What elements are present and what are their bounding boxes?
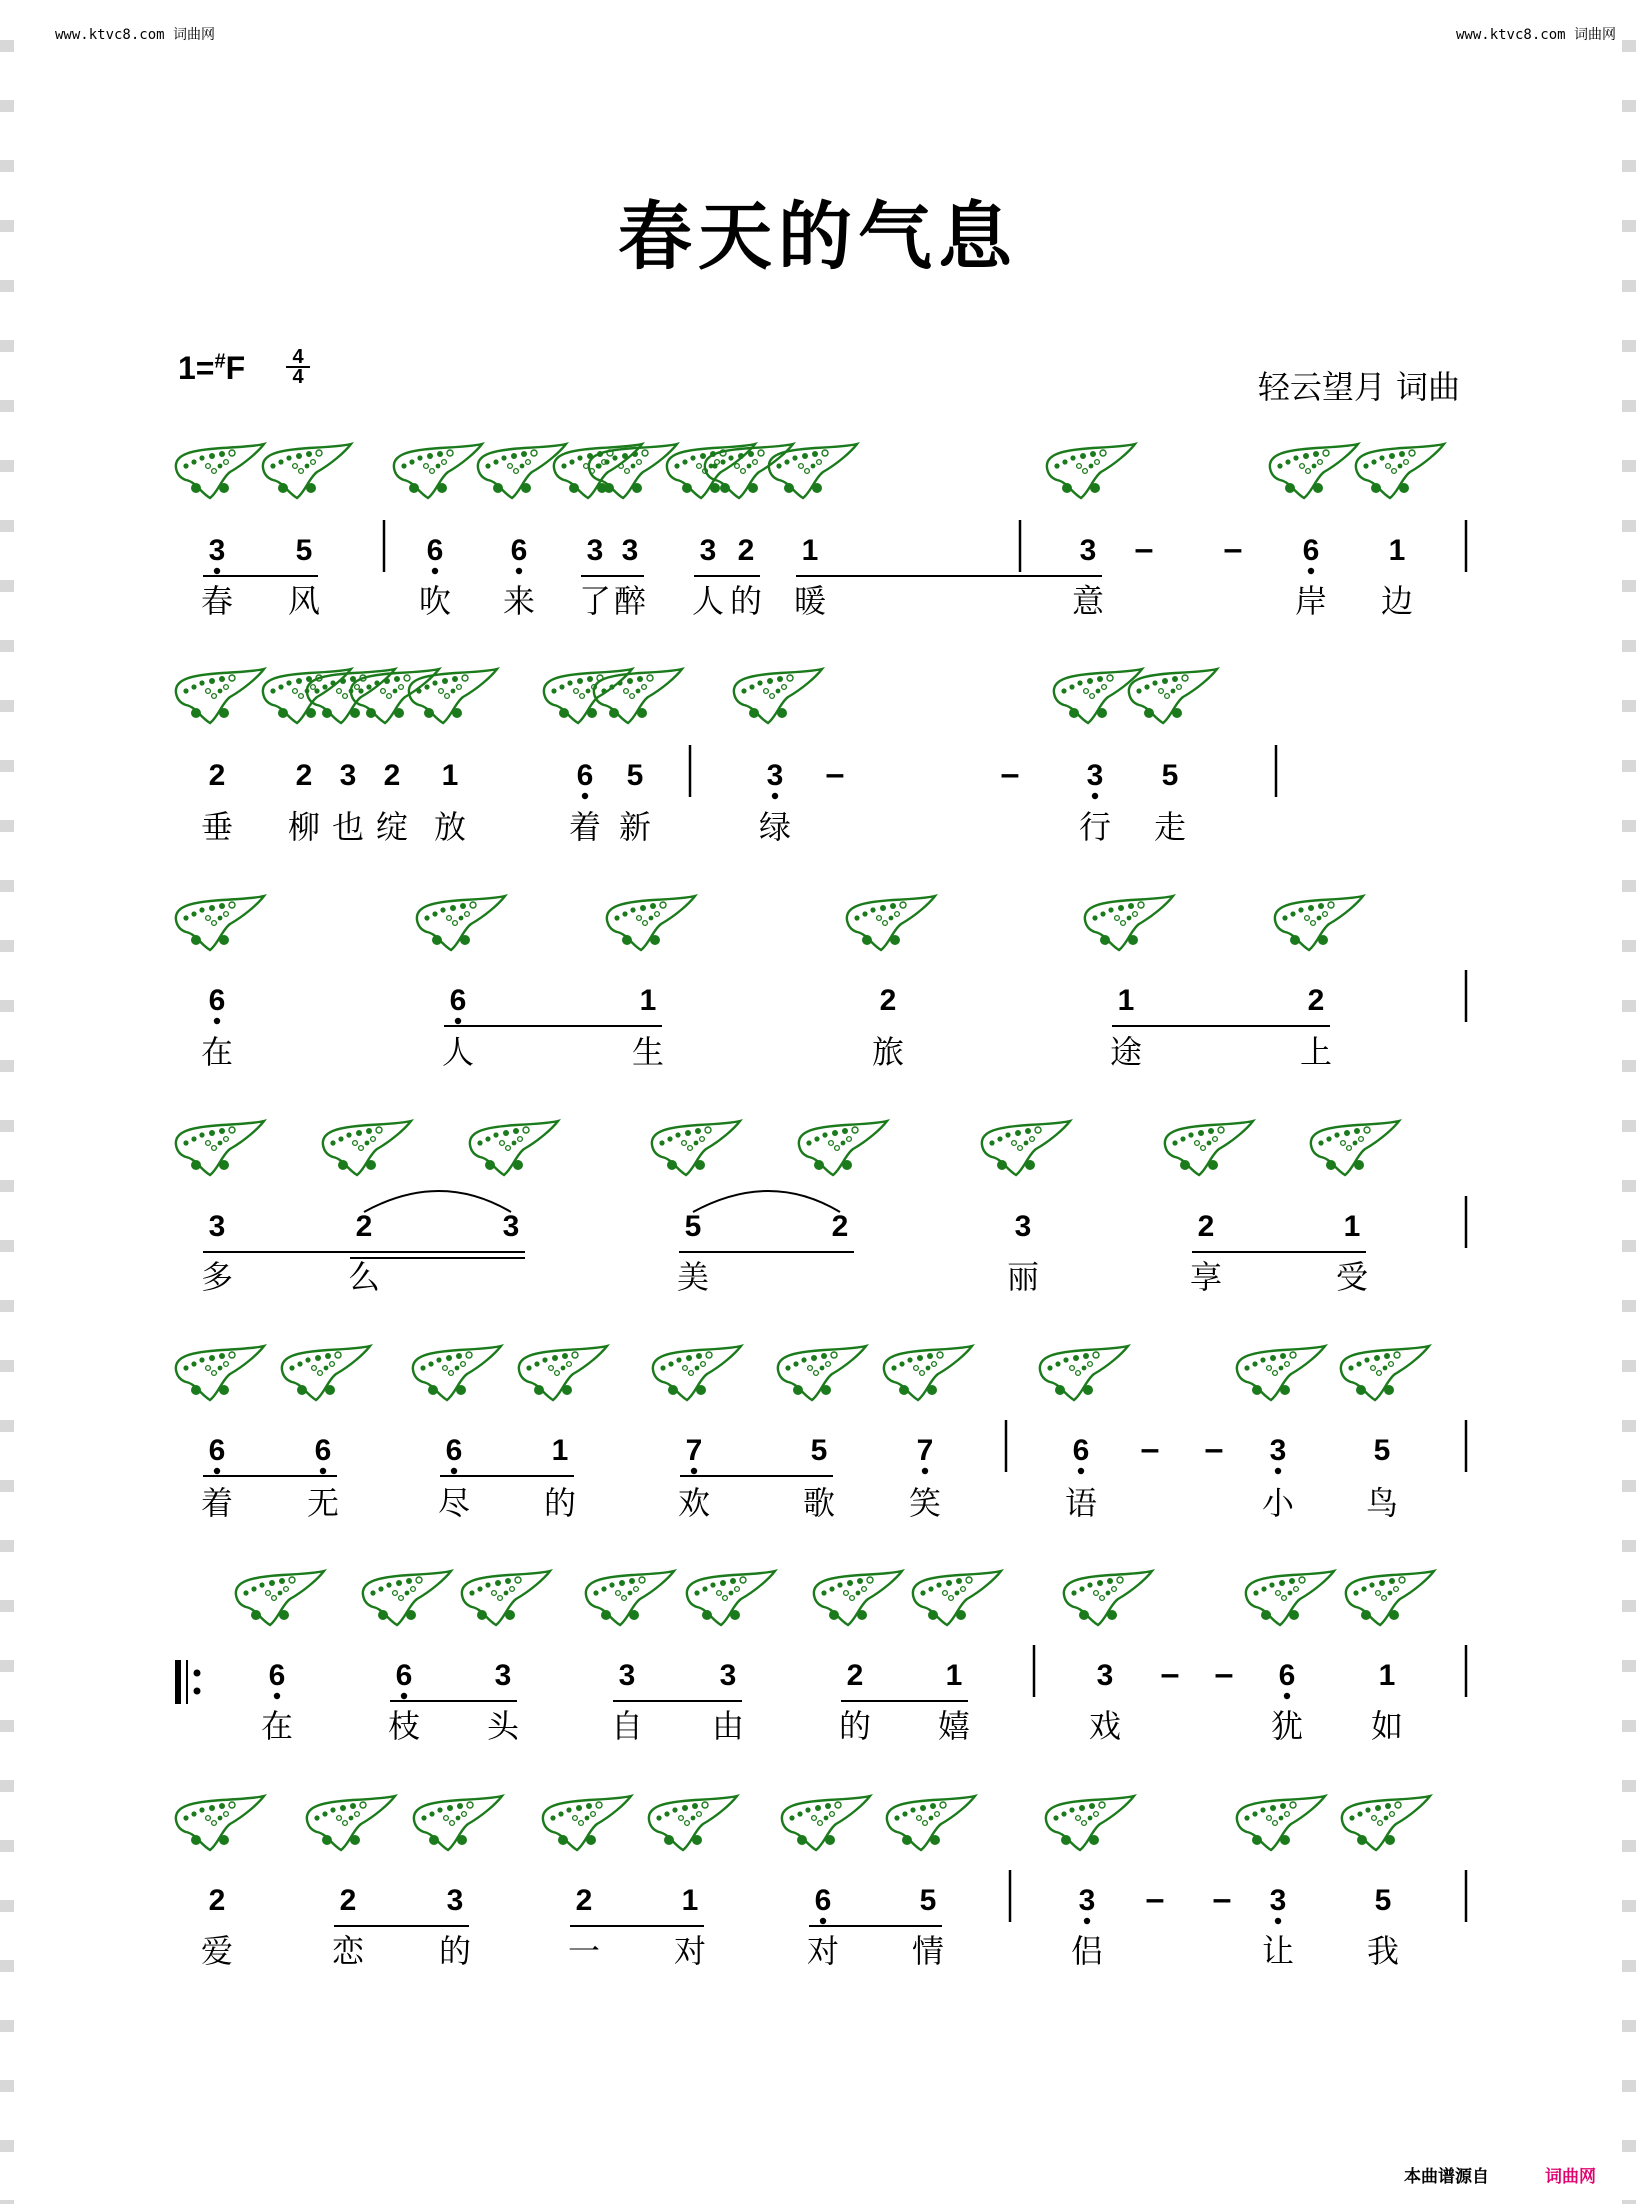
dash-extension: – <box>1000 755 1020 793</box>
ocarina-fingering-icon <box>176 669 264 723</box>
lyric-char: 意 <box>1071 582 1105 620</box>
repeat-dot <box>194 1688 201 1695</box>
ocarina-fingering-icon <box>652 1121 740 1175</box>
lyric-char: 旅 <box>871 1033 905 1071</box>
key-prefix: 1= <box>178 350 215 386</box>
note-number: 3 <box>1078 1884 1096 1917</box>
lyric-char: 的 <box>838 1707 872 1745</box>
octave-dot-below <box>214 1468 220 1474</box>
note-number: 3 <box>208 534 226 567</box>
dash-extension: – <box>1223 530 1243 568</box>
note-number: 3 <box>339 759 357 792</box>
ocarina-fingering-icon <box>799 1121 887 1175</box>
ocarina-fingering-icon <box>478 444 566 498</box>
octave-dot-below <box>214 568 220 574</box>
ocarina-fingering-icon <box>649 1796 737 1850</box>
dash-extension: – <box>1214 1655 1234 1693</box>
note-number: 5 <box>626 759 644 792</box>
lyric-char: 戏 <box>1088 1707 1122 1745</box>
octave-dot-below <box>1275 1468 1281 1474</box>
note-number: 2 <box>879 984 897 1017</box>
note-number: 1 <box>945 1659 963 1692</box>
ocarina-fingering-icon <box>307 1796 395 1850</box>
ocarina-fingering-icon <box>687 1571 775 1625</box>
lyric-char: 语 <box>1064 1484 1098 1522</box>
ocarina-fingering-icon <box>1246 1571 1334 1625</box>
ocarina-fingering-icon <box>1237 1796 1325 1850</box>
note-number: 2 <box>1197 1210 1215 1243</box>
octave-dot-below <box>1078 1468 1084 1474</box>
footer <box>1404 2162 1596 2187</box>
note-number: 3 <box>446 1884 464 1917</box>
ocarina-fingering-icon <box>1165 1121 1253 1175</box>
ocarina-fingering-icon <box>543 1796 631 1850</box>
sharp-sign: # <box>214 350 226 373</box>
note-number: 2 <box>846 1659 864 1692</box>
time-top: 4 <box>292 346 304 368</box>
note-number: 6 <box>1072 1434 1090 1467</box>
lyric-char: 么 <box>347 1258 381 1296</box>
note-number: 3 <box>1269 1434 1287 1467</box>
lyric-char: 人 <box>691 582 725 620</box>
note-number: 2 <box>339 1884 357 1917</box>
ocarina-fingering-icon <box>847 896 935 950</box>
dash-extension: – <box>1140 1430 1160 1468</box>
note-number: 3 <box>621 534 639 567</box>
note-number: 6 <box>426 534 444 567</box>
note-number: 1 <box>681 1884 699 1917</box>
note-number: 7 <box>685 1434 703 1467</box>
note-number: 2 <box>208 1884 226 1917</box>
octave-dot-below <box>214 1018 220 1024</box>
lyric-char: 的 <box>543 1484 577 1522</box>
lyric-char: 恋 <box>331 1932 365 1970</box>
ocarina-fingering-icon <box>462 1571 550 1625</box>
note-number: 3 <box>208 1210 226 1243</box>
ocarina-fingering-icon <box>1341 1346 1429 1400</box>
note-number: 2 <box>1307 984 1325 1017</box>
lyric-char: 美 <box>676 1258 710 1296</box>
note-number: 6 <box>208 1434 226 1467</box>
lyric-char: 边 <box>1380 582 1414 620</box>
note-number: 6 <box>445 1434 463 1467</box>
lyric-char: 生 <box>631 1033 665 1071</box>
note-number: 5 <box>684 1210 702 1243</box>
lyric-char: 风 <box>287 582 321 620</box>
note-number: 6 <box>395 1659 413 1692</box>
ocarina-fingering-icon <box>263 444 351 498</box>
lyric-char: 欢 <box>677 1484 711 1522</box>
ocarina-fingering-icon <box>1085 896 1173 950</box>
lyric-char: 在 <box>200 1033 234 1071</box>
ocarina-fingering-icon <box>236 1571 324 1625</box>
lyric-char: 放 <box>433 808 467 846</box>
note-number: 2 <box>295 759 313 792</box>
repeat-dot <box>194 1670 201 1677</box>
octave-dot-below <box>1084 1918 1090 1924</box>
note-number: 5 <box>1161 759 1179 792</box>
ocarina-fingering-icon <box>176 444 264 498</box>
octave-dot-below <box>772 793 778 799</box>
lyric-char: 小 <box>1261 1484 1295 1522</box>
octave-dot-below <box>401 1693 407 1699</box>
ocarina-fingering-icon <box>586 1571 674 1625</box>
lyric-char: 着 <box>568 808 602 846</box>
note-number: 5 <box>295 534 313 567</box>
note-number: 6 <box>268 1659 286 1692</box>
note-number: 6 <box>1302 534 1320 567</box>
note-number: 3 <box>586 534 604 567</box>
note-number: 5 <box>1373 1434 1391 1467</box>
ocarina-fingering-icon <box>782 1796 870 1850</box>
note-number: 3 <box>1014 1210 1032 1243</box>
ocarina-fingering-icon <box>1270 444 1358 498</box>
ocarina-fingering-icon <box>814 1571 902 1625</box>
octave-dot-below <box>820 1918 826 1924</box>
note-number: 5 <box>810 1434 828 1467</box>
lyric-char: 暖 <box>793 582 827 620</box>
ocarina-fingering-icon <box>778 1346 866 1400</box>
lyric-char: 嬉 <box>937 1707 971 1745</box>
lyric-char: 尽 <box>437 1484 471 1522</box>
octave-dot-below <box>516 568 522 574</box>
lyric-char: 走 <box>1153 808 1187 846</box>
ocarina-fingering-icon <box>982 1121 1070 1175</box>
ocarina-fingering-icon <box>1346 1571 1434 1625</box>
octave-dot-below <box>455 1018 461 1024</box>
dash-extension: – <box>1134 530 1154 568</box>
note-number: 6 <box>576 759 594 792</box>
ocarina-fingering-icon <box>913 1571 1001 1625</box>
lyric-char: 如 <box>1370 1707 1404 1745</box>
note-number: 6 <box>814 1884 832 1917</box>
note-number: 2 <box>575 1884 593 1917</box>
ocarina-fingering-icon <box>176 896 264 950</box>
lyric-char: 吹 <box>418 582 452 620</box>
lyric-char: 柳 <box>287 808 321 846</box>
footer-text: 本曲谱源自 <box>1404 2167 1489 2186</box>
ocarina-fingering-icon <box>769 444 857 498</box>
ocarina-fingering-icon <box>1275 896 1363 950</box>
note-number: 5 <box>919 1884 937 1917</box>
page-title: 春天的气息 <box>618 194 1018 280</box>
footer-brand: 词曲网 <box>1545 2167 1596 2186</box>
octave-dot-below <box>1092 793 1098 799</box>
header-right: www.ktvc8.com 词曲网 <box>1455 27 1616 43</box>
lyric-char: 上 <box>1299 1033 1333 1071</box>
ocarina-fingering-icon <box>409 669 497 723</box>
note-number: 1 <box>1378 1659 1396 1692</box>
dash-extension: – <box>825 755 845 793</box>
note-number: 3 <box>1269 1884 1287 1917</box>
lyric-char: 歌 <box>802 1484 836 1522</box>
dash-extension: – <box>1212 1880 1232 1918</box>
note-number: 1 <box>1343 1210 1361 1243</box>
ocarina-fingering-icon <box>363 1571 451 1625</box>
lyric-char: 犹 <box>1270 1707 1304 1745</box>
ocarina-fingering-icon <box>667 444 755 498</box>
note-number: 3 <box>719 1659 737 1692</box>
note-number: 1 <box>551 1434 569 1467</box>
ocarina-fingering-icon <box>884 1346 972 1400</box>
ocarina-fingering-icon <box>417 896 505 950</box>
ocarina-fingering-icon <box>1046 1796 1134 1850</box>
slur-arc <box>693 1191 840 1212</box>
note-number: 1 <box>1388 534 1406 567</box>
note-number: 2 <box>383 759 401 792</box>
lyric-char: 爱 <box>200 1932 234 1970</box>
ocarina-fingering-icon <box>1237 1346 1325 1400</box>
key-note: F <box>225 350 246 386</box>
ocarina-fingering-icon <box>414 1796 502 1850</box>
note-number: 3 <box>502 1210 520 1243</box>
lyric-char: 也 <box>331 808 365 846</box>
lyric-char: 笑 <box>908 1484 942 1522</box>
lyric-char: 对 <box>806 1932 840 1970</box>
ocarina-fingering-icon <box>607 896 695 950</box>
lyric-char: 鸟 <box>1365 1484 1399 1522</box>
note-number: 6 <box>314 1434 332 1467</box>
lyric-char: 绿 <box>758 808 792 846</box>
note-number: 3 <box>1086 759 1104 792</box>
note-number: 6 <box>449 984 467 1017</box>
lyric-char: 的 <box>438 1932 472 1970</box>
lyric-char: 让 <box>1261 1932 1295 1970</box>
dash-extension: – <box>1204 1430 1224 1468</box>
lyric-char: 我 <box>1366 1932 1400 1970</box>
note-number: 6 <box>208 984 226 1017</box>
lyric-char: 情 <box>911 1932 945 1970</box>
note-number: 2 <box>737 534 755 567</box>
note-number: 3 <box>699 534 717 567</box>
note-number: 2 <box>831 1210 849 1243</box>
note-number: 3 <box>1079 534 1097 567</box>
dash-extension: – <box>1145 1880 1165 1918</box>
lyric-char: 享 <box>1189 1258 1223 1296</box>
octave-dot-below <box>320 1468 326 1474</box>
lyric-char: 春 <box>200 582 234 620</box>
lyric-char: 垂 <box>200 808 234 846</box>
lyric-char: 一 <box>567 1932 601 1970</box>
octave-dot-below <box>1284 1693 1290 1699</box>
lyric-char: 丽 <box>1006 1258 1040 1296</box>
header-left: www.ktvc8.com 词曲网 <box>55 27 216 43</box>
lyric-char: 的 <box>729 582 763 620</box>
ocarina-fingering-icon <box>887 1796 975 1850</box>
ocarina-fingering-icon <box>734 669 822 723</box>
lyric-char: 新 <box>618 808 652 846</box>
octave-dot-below <box>691 1468 697 1474</box>
ocarina-fingering-icon <box>282 1346 370 1400</box>
lyric-char: 在 <box>260 1707 294 1745</box>
lyric-char: 枝 <box>387 1707 421 1745</box>
octave-dot-below <box>1275 1918 1281 1924</box>
octave-dot-below <box>432 568 438 574</box>
ocarina-fingering-icon <box>1129 669 1217 723</box>
ocarina-fingering-icon <box>176 1121 264 1175</box>
note-number: 1 <box>639 984 657 1017</box>
note-number: 3 <box>766 759 784 792</box>
lyric-char: 醉 <box>613 582 647 620</box>
lyric-char: 途 <box>1109 1033 1143 1071</box>
time-bottom: 4 <box>286 366 310 386</box>
note-number: 6 <box>1278 1659 1296 1692</box>
dash-extension: – <box>1160 1655 1180 1693</box>
lyric-char: 着 <box>200 1484 234 1522</box>
lyric-char: 对 <box>673 1932 707 1970</box>
ocarina-fingering-icon <box>1311 1121 1399 1175</box>
ocarina-fingering-icon <box>594 669 682 723</box>
ocarina-fingering-icon <box>1064 1571 1152 1625</box>
note-number: 2 <box>355 1210 373 1243</box>
slur-arc <box>364 1191 511 1212</box>
ocarina-fingering-icon <box>176 1796 264 1850</box>
lyric-char: 受 <box>1335 1258 1369 1296</box>
author: 轻云望月 词曲 <box>1257 368 1460 406</box>
note-number: 7 <box>916 1434 934 1467</box>
ocarina-fingering-icon <box>653 1346 741 1400</box>
ocarina-fingering-icon <box>1356 444 1444 498</box>
note-number: 2 <box>208 759 226 792</box>
note-number: 3 <box>618 1659 636 1692</box>
ocarina-fingering-icon <box>323 1121 411 1175</box>
ocarina-fingering-icon <box>1342 1796 1430 1850</box>
ocarina-fingering-icon <box>176 1346 264 1400</box>
lyric-char: 绽 <box>375 808 409 846</box>
lyric-char: 了 <box>578 582 612 620</box>
octave-dot-below <box>274 1693 280 1699</box>
lyric-char: 由 <box>711 1707 745 1745</box>
note-number: 5 <box>1374 1884 1392 1917</box>
lyric-char: 自 <box>610 1707 644 1745</box>
lyric-char: 人 <box>441 1033 475 1071</box>
octave-dot-below <box>1308 568 1314 574</box>
lyric-char: 无 <box>306 1484 340 1522</box>
lyric-char: 侣 <box>1070 1932 1104 1970</box>
ocarina-fingering-icon <box>470 1121 558 1175</box>
octave-dot-below <box>582 793 588 799</box>
lyric-char: 来 <box>502 582 536 620</box>
lyric-char: 岸 <box>1294 582 1328 620</box>
ocarina-fingering-icon <box>413 1346 501 1400</box>
ocarina-fingering-icon <box>519 1346 607 1400</box>
note-number: 1 <box>441 759 459 792</box>
octave-dot-below <box>922 1468 928 1474</box>
note-number: 3 <box>494 1659 512 1692</box>
lyric-char: 头 <box>486 1707 520 1745</box>
ocarina-fingering-icon <box>394 444 482 498</box>
note-number: 6 <box>510 534 528 567</box>
octave-dot-below <box>451 1468 457 1474</box>
note-number: 1 <box>801 534 819 567</box>
lyric-char: 多 <box>200 1258 234 1296</box>
note-number: 3 <box>1096 1659 1114 1692</box>
ocarina-fingering-icon <box>1047 444 1135 498</box>
ocarina-fingering-icon <box>1040 1346 1128 1400</box>
lyric-char: 行 <box>1078 808 1112 846</box>
note-number: 1 <box>1117 984 1135 1017</box>
